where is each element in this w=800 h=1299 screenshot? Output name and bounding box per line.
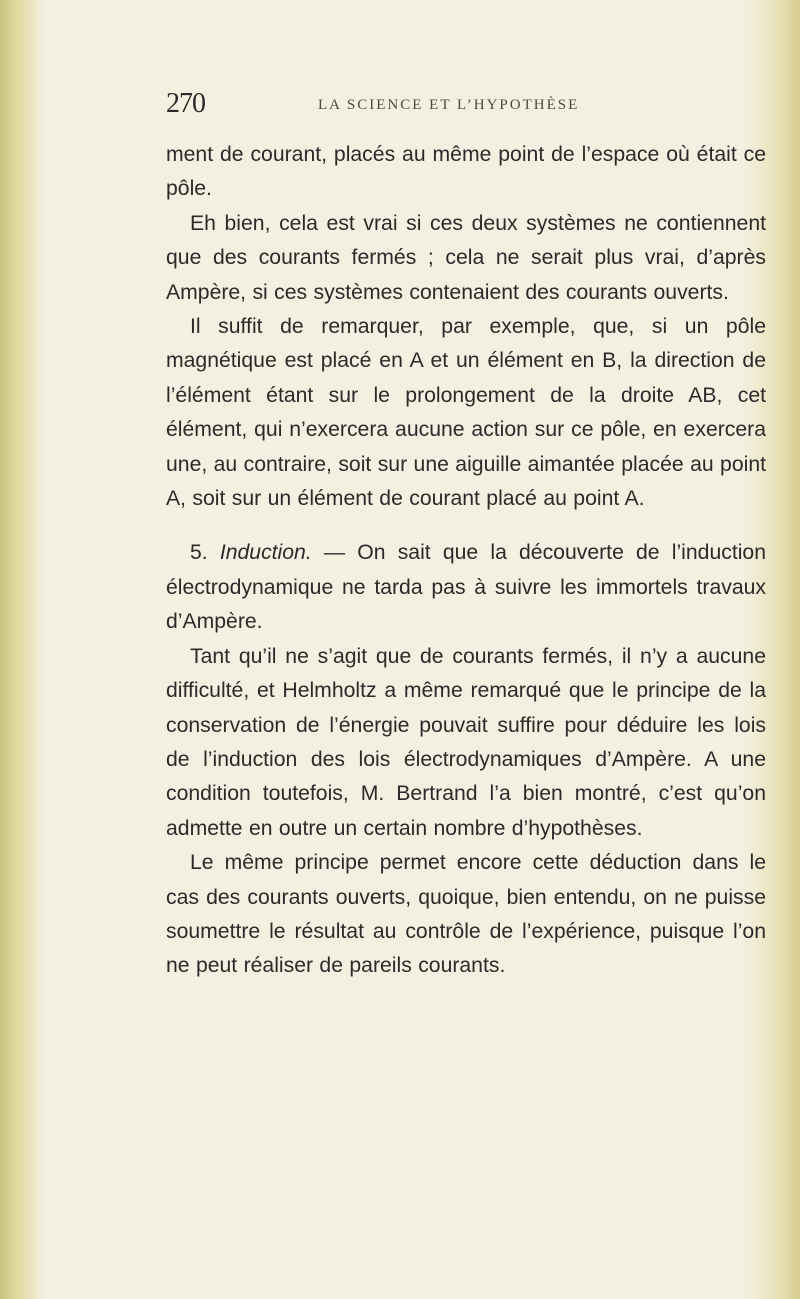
paragraph: Le même principe permet encore cette déduction dans le cas des courants ouverts, quoique, bien entendu, on ne puisse soumettre le résultat au contrôle de l’expérience, puisque l’on ne peut réaliser de pareils courants. [166, 851, 766, 978]
section-title: Induction. [219, 541, 312, 565]
book-page [166, 88, 766, 984]
paragraph: Il suffit de remarquer, par exemple, que, si un pôle magnétique est placé en A et un élément en B, la direction de l’élément étant sur le prolongement de la droite AB, cet élément, qui n’exercera aucune action sur ce pôle, en exercera une, au contraire, soit sur une aiguille aimantée placée au point A, soit sur un élément de courant placé au point A. [166, 315, 766, 511]
paragraph-continuation: ment de courant, placés au même point de l’espace où était ce pôle. [166, 143, 766, 201]
section-gap [166, 516, 766, 536]
section-lead: On sait que la découverte de l’induction électrodynamique ne tarda pas à suivre les immortels travaux d’Ampère. [166, 541, 766, 634]
page-number: 270 [166, 88, 205, 119]
section-number: 5. [190, 541, 208, 565]
section-paragraph [166, 536, 766, 639]
paragraph: Tant qu’il ne s’agit que de courants fermés, il n’y a aucune difficulté, et Helmholtz a même remarqué que le principe de la conservation de l’énergie pouvait suffire pour déduire les lois de l’induction des lois électrodynamiques d’Ampère. A une condition toutefois, M. Bertrand l’a bien montré, c’est qu’on admette en outre un certain nombre d’hypothèses. [166, 644, 766, 840]
body-text [166, 138, 766, 984]
scan-shadow-left [0, 0, 44, 1299]
page-header [166, 88, 766, 128]
paragraph: Eh bien, cela est vrai si ces deux systèmes ne contiennent que des courants fermés ; cela ne serait plus vrai, d’après Ampère, si ces systèmes contenaient des courants ouverts. [166, 211, 766, 304]
running-title: LA SCIENCE ET L’HYPOTHÈSE [318, 97, 580, 113]
section-dash: — [323, 541, 346, 565]
